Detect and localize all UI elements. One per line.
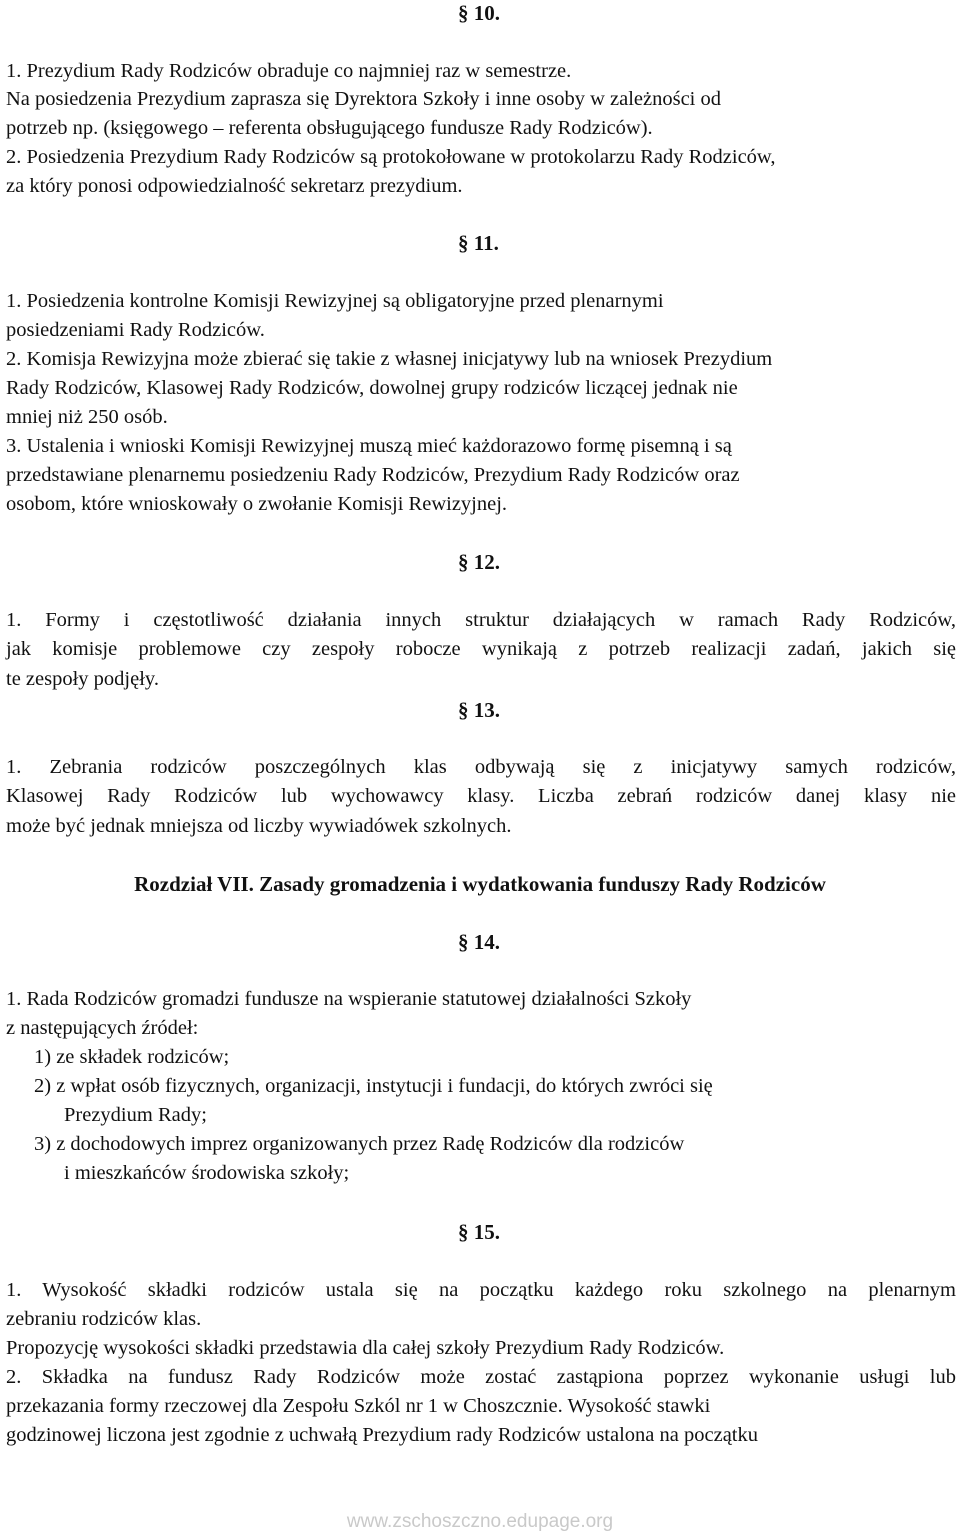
paragraph-line: Rady Rodziców, Klasowej Rady Rodziców, dowolnej grupy rodziców liczącej jednak nie <box>6 377 738 399</box>
paragraph-line: zebraniu rodziców klas. <box>6 1308 202 1330</box>
paragraph-line: 3. Ustalenia i wnioski Komisji Rewizyjnej muszą mieć każdorazowo formę pisemną i są <box>6 435 732 457</box>
paragraph-line: 2. Komisja Rewizyjna może zbierać się takie z własnej inicjatywy lub na wniosek Prezydium <box>6 348 773 370</box>
paragraph-line: 1. Posiedzenia kontrolne Komisji Rewizyjnej są obligatoryjne przed plenarnymi <box>6 290 664 312</box>
paragraph-line: jak komisje problemowe czy zespoły robocze wynikają z potrzeb realizacji zadań, jakich się <box>6 638 956 660</box>
paragraph-line: 2. Składka na fundusz Rady Rodziców może zostać zastąpiona poprzez wykonanie usługi lub <box>6 1366 956 1388</box>
list-item: 2) z wpłat osób fizycznych, organizacji, instytucji i fundacji, do których zwróci się <box>34 1075 713 1097</box>
section-heading-15: § 15. <box>458 1220 500 1244</box>
chapter-heading: Rozdział VII. Zasady gromadzenia i wydatkowania funduszy Rady Rodziców <box>134 872 826 896</box>
paragraph-line: posiedzeniami Rady Rodziców. <box>6 319 265 341</box>
paragraph-line: Klasowej Rady Rodziców lub wychowawcy klasy. Liczba zebrań rodziców danej klasy nie <box>6 785 956 807</box>
paragraph-line: może być jednak mniejsza od liczby wywiadówek szkolnych. <box>6 815 512 837</box>
section-heading-13: § 13. <box>458 698 500 722</box>
paragraph-line: 1. Wysokość składki rodziców ustala się na początku każdego roku szkolnego na plenarnym <box>6 1279 956 1301</box>
paragraph-line: przedstawiane plenarnemu posiedzeniu Rady Rodziców, Prezydium Rady Rodziców oraz <box>6 464 740 486</box>
footer-url: www.zschoszczno.edupage.org <box>346 1511 614 1532</box>
list-item-continuation: i mieszkańców środowiska szkoły; <box>64 1162 350 1184</box>
section-heading-10: § 10. <box>458 1 500 25</box>
section-heading-14: § 14. <box>458 930 500 954</box>
paragraph-line: 2. Posiedzenia Prezydium Rady Rodziców są protokołowane w protokolarzu Rady Rodziców, <box>6 146 776 168</box>
list-item: 3) z dochodowych imprez organizowanych przez Radę Rodziców dla rodziców <box>34 1133 685 1155</box>
paragraph-line: te zespoły podjęły. <box>6 668 159 690</box>
section-heading-11: § 11. <box>458 231 499 255</box>
paragraph-line: za który ponosi odpowiedzialność sekretarz prezydium. <box>6 175 463 197</box>
list-item-continuation: Prezydium Rady; <box>64 1104 207 1126</box>
paragraph-line: osobom, które wnioskowały o zwołanie Komisji Rewizyjnej. <box>6 493 508 515</box>
paragraph-line: 1. Prezydium Rady Rodziców obraduje co najmniej raz w semestrze. <box>6 60 572 82</box>
paragraph-line: 1. Formy i częstotliwość działania innych struktur działających w ramach Rady Rodziców, <box>6 609 956 631</box>
paragraph-line: mniej niż 250 osób. <box>6 406 168 428</box>
paragraph-line: godzinowej liczona jest zgodnie z uchwałą Prezydium rady Rodziców ustalona na początku <box>6 1424 758 1446</box>
paragraph-line: Propozycję wysokości składki przedstawia dla całej szkoły Prezydium Rady Rodziców. <box>6 1337 725 1359</box>
paragraph-line: Na posiedzenia Prezydium zaprasza się Dyrektora Szkoły i inne osoby w zależności od <box>6 88 721 110</box>
paragraph-line: z następujących źródeł: <box>6 1017 199 1039</box>
paragraph-line: potrzeb np. (księgowego – referenta obsługującego fundusze Rady Rodziców). <box>6 117 653 139</box>
section-heading-12: § 12. <box>458 550 500 574</box>
list-item: 1) ze składek rodziców; <box>34 1046 230 1068</box>
paragraph-line: 1. Rada Rodziców gromadzi fundusze na wspieranie statutowej działalności Szkoły <box>6 988 692 1010</box>
paragraph-line: przekazania formy rzeczowej dla Zespołu Szkól nr 1 w Choszcznie. Wysokość stawki <box>6 1395 711 1417</box>
paragraph-line: 1. Zebrania rodziców poszczególnych klas odbywają się z inicjatywy samych rodziców, <box>6 756 956 778</box>
